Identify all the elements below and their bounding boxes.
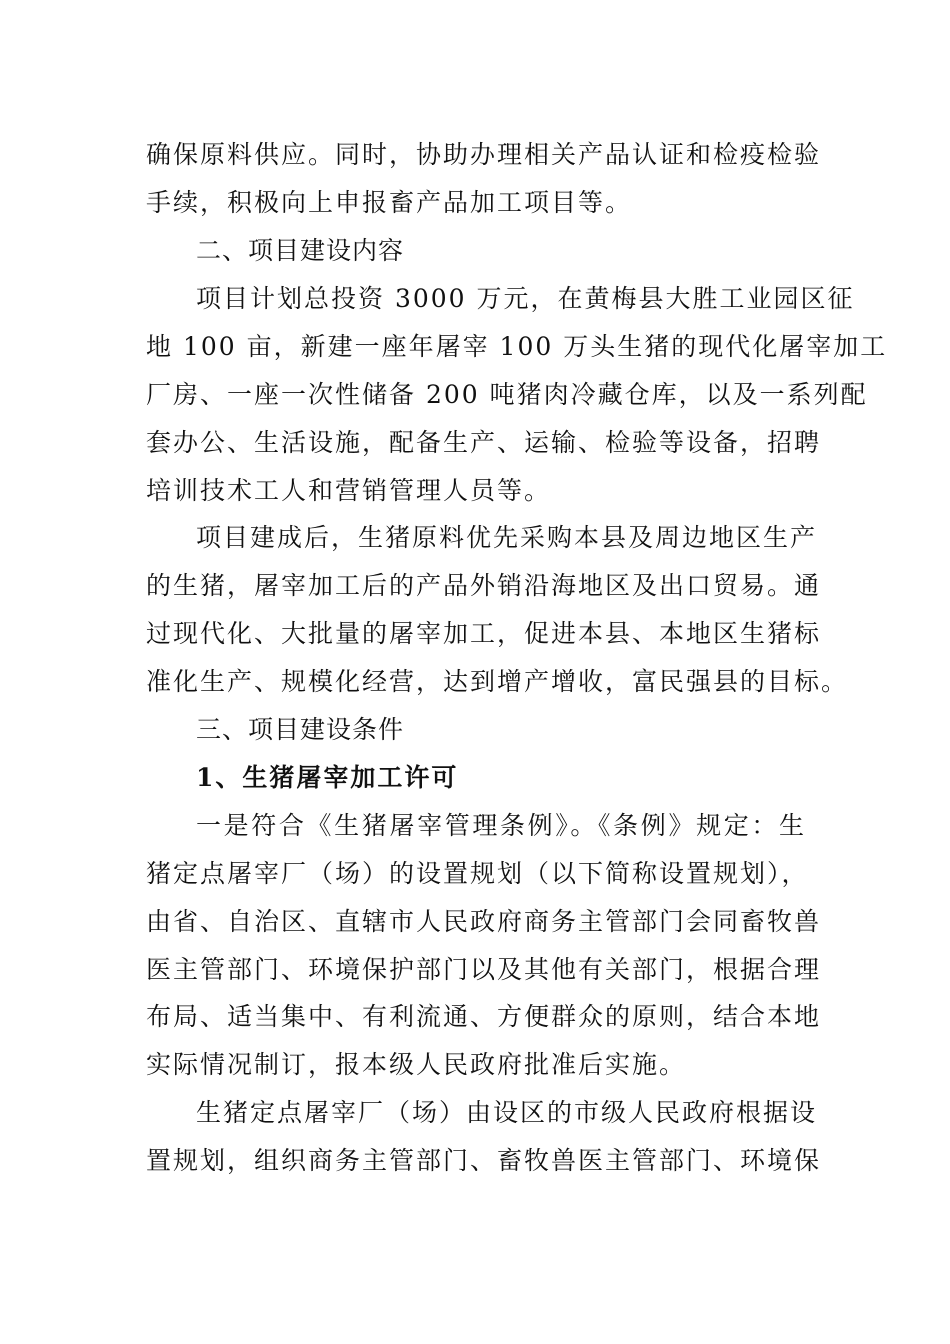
body-text-line: 由省、自治区、直辖市人民政府商务主管部门会同畜牧兽 [146,907,822,936]
body-text-line: 培训技术工人和营销管理人员等。 [146,476,552,505]
body-text-line: 项目计划总投资 3000 万元，在黄梅县大胜工业园区征 [196,284,855,313]
body-text-line: 生猪定点屠宰厂（场）由设区的市级人民政府根据设 [196,1098,818,1127]
section-heading-2: 二、项目建设内容 [196,236,405,265]
body-text-line: 置规划，组织商务主管部门、畜牧兽医主管部门、环境保 [146,1146,822,1175]
body-text-line: 确保原料供应。同时，协助办理相关产品认证和检疫检验 [146,140,822,169]
body-text-line: 项目建成后，生猪原料优先采购本县及周边地区生产 [196,523,818,552]
body-text-line: 布局、适当集中、有利流通、方便群众的原则，结合本地 [146,1002,822,1031]
body-text-line: 的生猪，屠宰加工后的产品外销沿海地区及出口贸易。通 [146,571,822,600]
body-text-line: 套办公、生活设施，配备生产、运输、检验等设备，招聘 [146,428,822,457]
body-text-line: 准化生产、规模化经营，达到增产增收，富民强县的目标。 [146,667,849,696]
body-text-line: 医主管部门、环境保护部门以及其他有关部门，根据合理 [146,955,822,984]
body-text-line: 猪定点屠宰厂（场）的设置规划（以下简称设置规划）， [146,859,809,888]
body-text-line: 过现代化、大批量的屠宰加工，促进本县、本地区生猪标 [146,619,822,648]
body-text-line: 手续，积极向上申报畜产品加工项目等。 [146,188,633,217]
body-text-line: 厂房、一座一次性储备 200 吨猪肉冷藏仓库，以及一系列配 [146,380,868,409]
body-text-line: 地 100 亩，新建一座年屠宰 100 万头生猪的现代化屠宰加工 [146,332,888,361]
section-heading-3: 三、项目建设条件 [196,715,405,744]
subsection-heading: 1、生猪屠宰加工许可 [196,763,459,792]
body-text-line: 一是符合《生猪屠宰管理条例》。《条例》规定：生 [196,811,806,840]
body-text-line: 实际情况制订，报本级人民政府批准后实施。 [146,1050,687,1079]
